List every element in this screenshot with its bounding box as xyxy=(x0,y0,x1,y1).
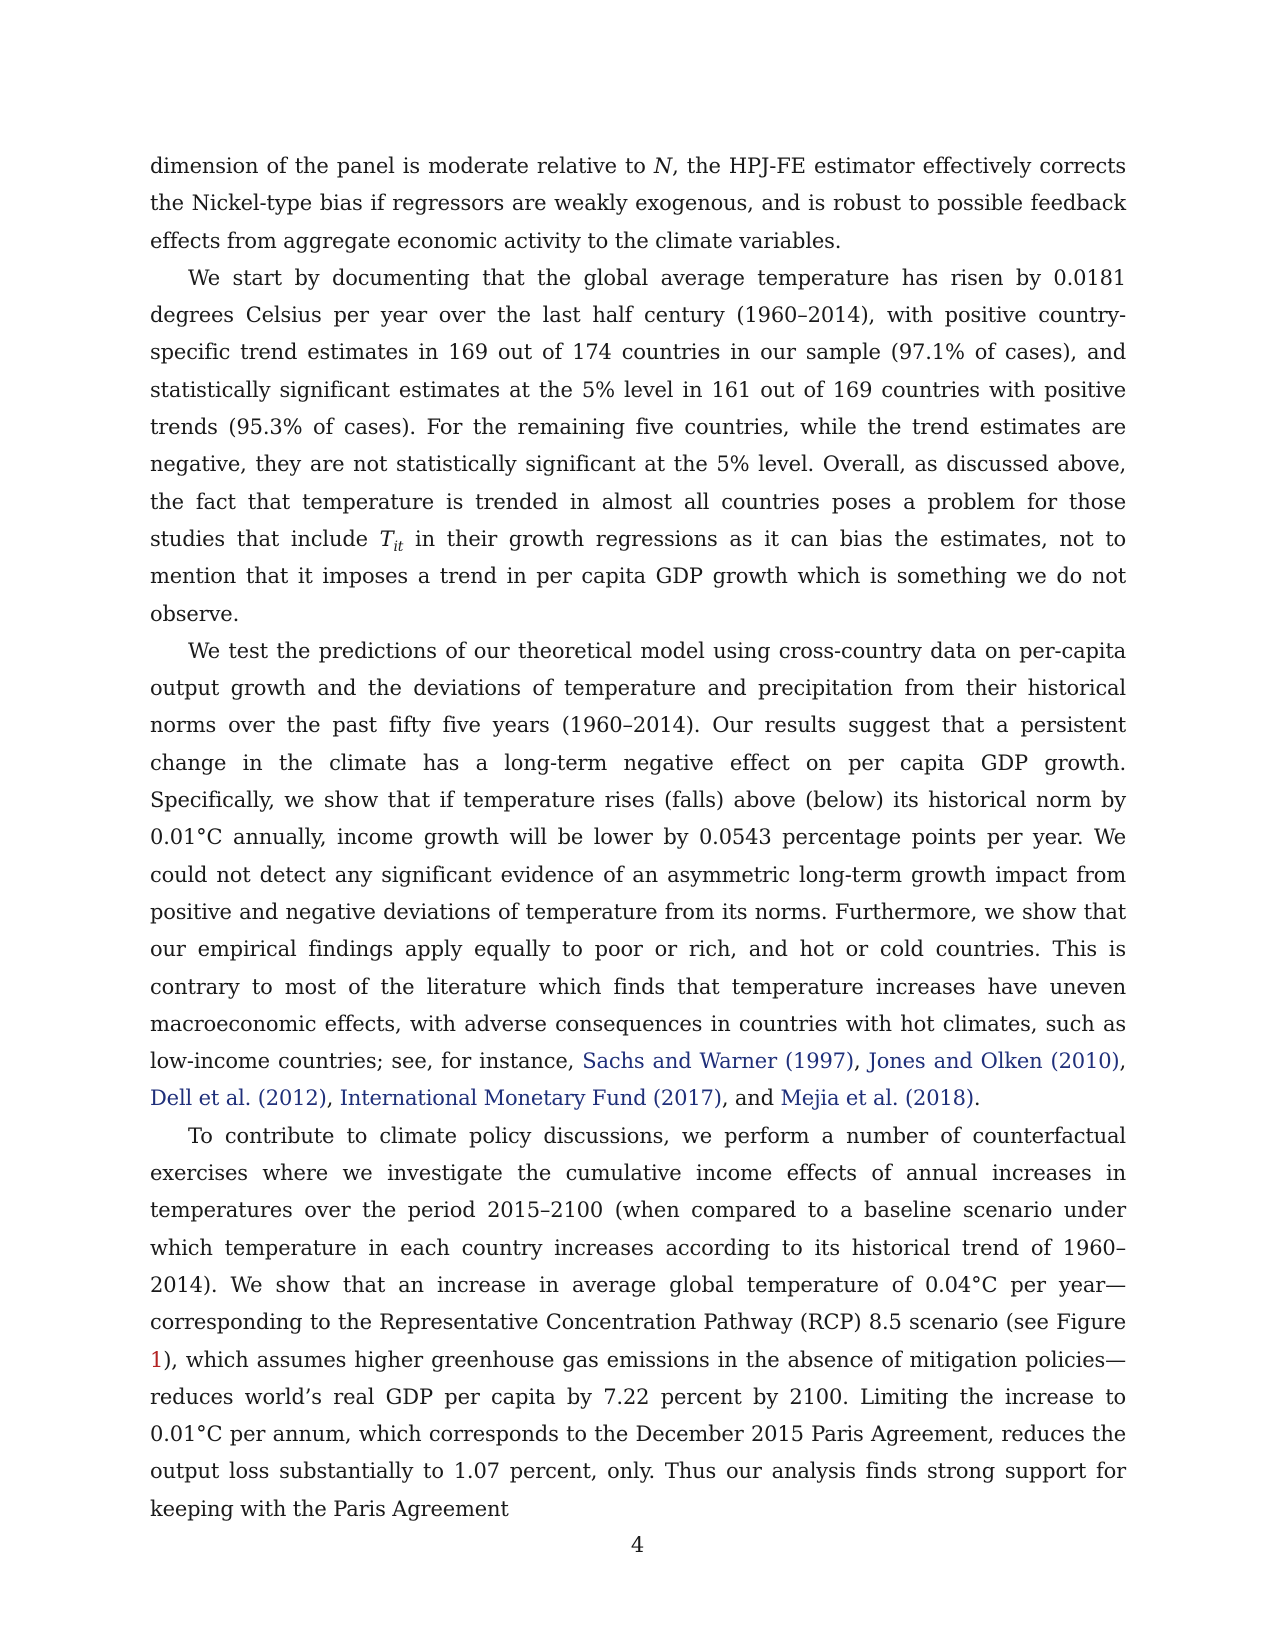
citation-link-dell[interactable]: Dell et al. (2012) xyxy=(150,1086,327,1111)
citation-link-imf[interactable]: International Monetary Fund (2017) xyxy=(339,1086,722,1111)
paragraph-2 xyxy=(150,260,1126,633)
citation-separator: , xyxy=(1119,1049,1126,1074)
math-t-it xyxy=(379,526,404,556)
citation-link-mejia[interactable]: Mejia et al. (2018) xyxy=(780,1086,974,1111)
citation-link-sachs-warner[interactable]: Sachs and Warner (1997) xyxy=(582,1049,854,1074)
citation-separator: , xyxy=(853,1049,869,1074)
paragraph-3-end: . xyxy=(973,1086,981,1111)
paragraph-4-text-a: To contribute to climate policy discussions, we perform a number of counterfactual exercises where we investigate the cumulative income effects of annual increases in temperatures over the period 2015–2100 (when compared to a baseline scenario under which temperature in each country increases according to its historical trend of 1960–2014). We show that an increase in average global temperature of 0.04°C per year—corresponding to the Representative Concentration Pathway (RCP) 8.5 scenario (see Figure xyxy=(150,1123,1126,1335)
paragraph-2-text-a: We start by documenting that the global average temperature has risen by 0.0181 degrees Celsius per year over the last half century (1960–2014), with positive country-specific trend estimates in 169 out of 174 countries in our sample (97.1% of cases), and statistically significant estimates at the 5% level in 161 out of 169 countries with positive trends (95.3% of cases). For the remaining five countries, while the trend estimates are negative, they are not statistically significant at the 5% level. Overall, as discussed above, the fact that temperature is trended in almost all countries poses a problem for those studies that include xyxy=(150,265,1126,551)
figure-reference-link[interactable]: 1 xyxy=(150,1347,164,1372)
page-number: 4 xyxy=(630,1533,645,1557)
citation-separator: , xyxy=(326,1086,340,1111)
paragraph-3 xyxy=(150,633,1126,1118)
citation-separator: , and xyxy=(721,1086,781,1111)
paragraph-4-text-b: ), which assumes higher greenhouse gas emissions in the absence of mitigation policies—reduces world’s real GDP per capita by 7.22 percent by 2100. Limiting the increase to 0.01°C per annum, which corresponds to the December 2015 Paris Agreement, reduces the output loss substantially to 1.07 percent, only. Thus our analysis finds strong support for keeping with the Paris Agreement xyxy=(150,1347,1126,1521)
paragraph-2-text-b: in their growth regressions as it can bias the estimates, not to mention that it imposes a trend in per capita GDP growth which is something we do not observe. xyxy=(150,526,1126,626)
citation-link-jones-olken[interactable]: Jones and Olken (2010) xyxy=(868,1049,1120,1074)
page-body xyxy=(150,148,1126,1528)
math-t-symbol: T xyxy=(379,526,394,551)
paragraph-1-text-b: , the HPJ-FE estimator effectively corrects the Nickel-type bias if regressors are weakly exogenous, and is robust to possible feedback effects from aggregate economic activity to the climate variables. xyxy=(150,154,1127,253)
math-n: N xyxy=(653,154,673,178)
paragraph-3-text-a: We test the predictions of our theoretical model using cross-country data on per-capita output growth and the deviations of temperature and precipitation from their historical norms over the past fifty five years (1960–2014). Our results suggest that a persistent change in the climate has a long-term negative effect on per capita GDP growth. Specifically, we show that if temperature rises (falls) above (below) its historical norm by 0.01°C annually, income growth will be lower by 0.0543 percentage points per year. We could not detect any significant evidence of an asymmetric long-term growth impact from positive and negative deviations of temperature from its norms. Furthermore, we show that our empirical findings apply equally to poor or rich, and hot or cold countries. This is contrary to most of the literature which finds that temperature increases have uneven macroeconomic effects, with adverse consequences in countries with hot climates, such as low-income countries; see, for instance, xyxy=(150,638,1126,1074)
paragraph-4 xyxy=(150,1118,1126,1528)
paragraph-1-text-a: dimension of the panel is moderate relative to xyxy=(150,154,654,178)
math-t-subscript: it xyxy=(393,539,404,556)
paragraph-1 xyxy=(150,148,1126,260)
